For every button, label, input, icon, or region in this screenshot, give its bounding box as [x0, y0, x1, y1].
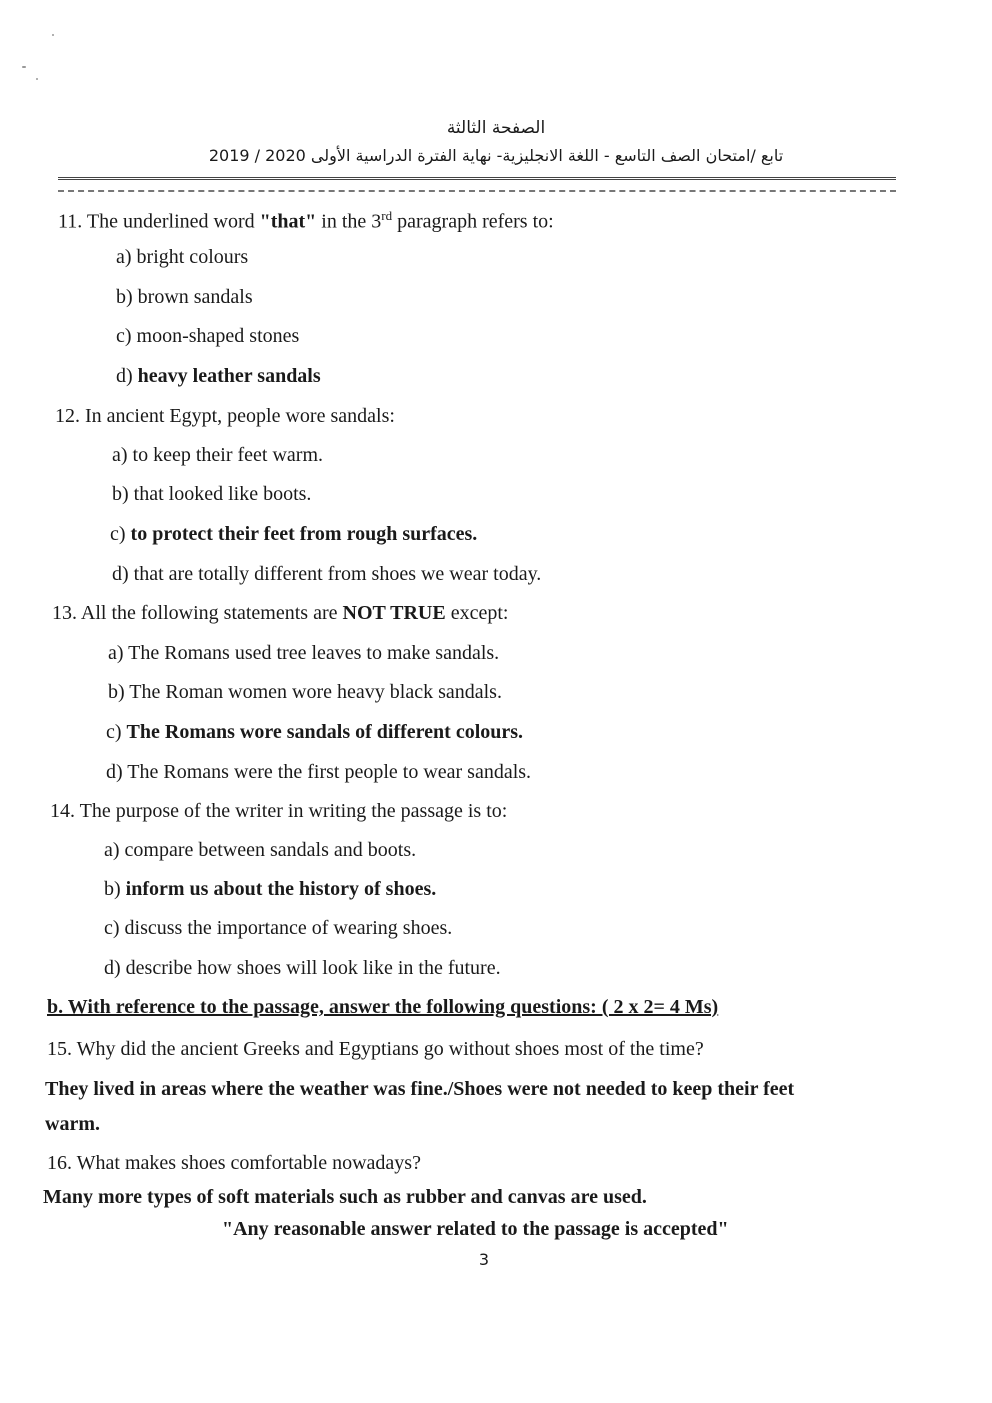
q13-option-d: d) The Romans were the first people to wear sandals. [106, 761, 532, 783]
q15-answer-line-1: They lived in areas where the weather was fine./Shoes were not needed to keep their feet [45, 1078, 795, 1100]
q12-option-b: b) that looked like boots. [112, 483, 312, 505]
page-number: 3 [478, 1250, 490, 1269]
question-14: 14. The purpose of the writer in writing the passage is to: [50, 800, 508, 822]
q13-suffix: except: [445, 602, 509, 624]
q12-answer-letter: c) [110, 523, 131, 545]
q11-mid: in the 3 [316, 210, 382, 233]
q11-suffix: paragraph refers to: [392, 210, 554, 233]
q13-prefix: 13. All the following statements are [52, 602, 343, 624]
q14-option-b-answer [104, 878, 436, 901]
question-16: 16. What makes shoes comfortable nowadays? [47, 1152, 421, 1174]
question-13 [52, 602, 508, 625]
section-b-heading: b. With reference to the passage, answer the following questions: ( 2 x 2= 4 Ms) [47, 996, 719, 1018]
grading-note: "Any reasonable answer related to the passage is accepted" [222, 1218, 729, 1240]
q16-answer: Many more types of soft materials such as rubber and canvas are used. [43, 1186, 647, 1208]
q11-sup: rd [381, 208, 393, 223]
q11-prefix: 11. The underlined word [58, 210, 260, 233]
q11-answer-text: heavy leather sandals [137, 365, 321, 387]
question-12: 12. In ancient Egypt, people wore sandals: [55, 405, 395, 427]
scan-speck [52, 34, 54, 36]
scan-speck [36, 78, 38, 80]
q11-option-d-answer [116, 365, 321, 388]
q14-option-a: a) compare between sandals and boots. [104, 839, 417, 861]
q13-answer-text: The Romans wore sandals of different colours. [126, 721, 524, 743]
q11-answer-letter: d) [116, 365, 138, 387]
question-11 [58, 208, 554, 234]
question-15: 15. Why did the ancient Greeks and Egyptians go without shoes most of the time? [47, 1038, 704, 1060]
q12-option-a: a) to keep their feet warm. [112, 444, 324, 466]
q12-option-c-answer [110, 523, 477, 546]
exam-title-line: تابع /امتحان الصف التاسع - اللغة الانجليزية- نهاية الفترة الدراسية الأولى 2020 / 2019 [208, 146, 784, 165]
q14-answer-letter: b) [104, 878, 126, 900]
q14-option-d: d) describe how shoes will look like in the future. [104, 957, 501, 979]
q11-option-c: c) moon-shaped stones [116, 325, 300, 347]
q11-option-a: a) bright colours [116, 246, 249, 268]
q12-answer-text: to protect their feet from rough surfaces. [130, 523, 478, 545]
q11-keyword: "that" [259, 210, 317, 233]
page-label: الصفحة الثالثة [446, 118, 546, 138]
q13-option-c-answer [106, 721, 523, 744]
header-divider [58, 177, 896, 192]
q13-option-a: a) The Romans used tree leaves to make sandals. [108, 642, 500, 664]
scan-speck [22, 66, 26, 68]
q15-answer-line-2: warm. [45, 1113, 100, 1135]
q14-option-c: c) discuss the importance of wearing shoes. [104, 917, 453, 939]
q11-option-b: b) brown sandals [116, 286, 253, 308]
q13-answer-letter: c) [106, 721, 127, 743]
q12-option-d: d) that are totally different from shoes we wear today. [112, 563, 542, 585]
q14-answer-text: inform us about the history of shoes. [125, 878, 437, 900]
q13-bold: NOT TRUE [342, 602, 446, 624]
q13-option-b: b) The Roman women wore heavy black sandals. [108, 681, 502, 703]
